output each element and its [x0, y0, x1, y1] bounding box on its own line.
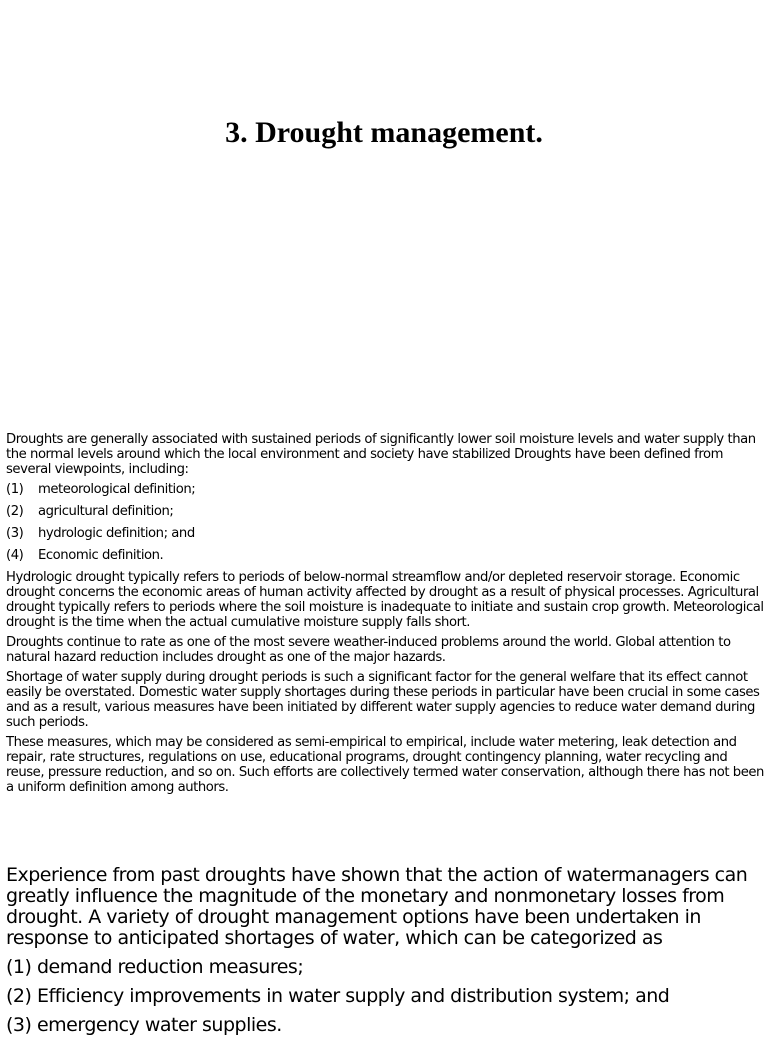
definition-text: Economic definition.: [38, 548, 164, 563]
shortage-paragraph: Shortage of water supply during drought periods is such a significant factor for the general welfare that its effect cannot easily be overstated. Domestic water supply shortages during these periods in particular have been crucial in some cases and as a result, various measures have been initiated by different water supply agencies to reduce water demand during such periods.: [6, 670, 760, 730]
definitions-section: [6, 432, 764, 800]
definition-item: [6, 482, 764, 497]
definition-number: (2): [6, 504, 24, 519]
measures-paragraph: These measures, which may be considered as semi-empirical to empirical, include water metering, leak detection and repair, rate structures, regulations on use, educational programs, drought contingency planning, water recycling and reuse, pressure reduction, and so on. Such efforts are collectively termed water conservation, although there has not been a uniform definition among authors.: [6, 735, 764, 795]
definition-text: meteorological definition;: [38, 482, 196, 497]
experience-paragraph: Experience from past droughts have shown that the action of watermanagers can greatly influence the magnitude of the monetary and nonmonetary losses from drought. A variety of drought management options have been undertaken in response to anticipated shortages of water, which can be categorized as: [6, 864, 748, 949]
definition-text: hydrologic definition; and: [38, 526, 195, 541]
definition-number: (3): [6, 526, 24, 541]
management-options-section: [6, 865, 764, 1044]
definition-item: [6, 504, 764, 519]
option-item: (1) demand reduction measures;: [6, 956, 304, 978]
option-item: (2) Efficiency improvements in water supply and distribution system; and: [6, 985, 670, 1007]
page-title: 3. Drought management.: [225, 116, 543, 149]
definition-text: agricultural definition;: [38, 504, 174, 519]
definition-item: [6, 526, 764, 541]
hydrologic-paragraph: Hydrologic drought typically refers to periods of below-normal streamflow and/or depleted reservoir storage. Economic drought concerns the economic areas of human activity affected by drought as a result of physical processes. Agricultural drought typically refers to periods where the soil moisture is inadequate to initiate and sustain crop growth. Meteorological drought is the time when the actual cumulative moisture supply falls short.: [6, 570, 764, 630]
option-item: (3) emergency water supplies.: [6, 1014, 282, 1036]
definition-item: [6, 548, 764, 563]
intro-paragraph: Droughts are generally associated with sustained periods of significantly lower soil moisture levels and water supply than the normal levels around which the local environment and society have stabilized Droughts have been defined from several viewpoints, including:: [6, 432, 756, 477]
severity-paragraph: Droughts continue to rate as one of the most severe weather-induced problems around the world. Global attention to natural hazard reduction includes drought as one of the major hazards.: [6, 635, 731, 665]
definition-number: (4): [6, 548, 24, 563]
definition-number: (1): [6, 482, 24, 497]
